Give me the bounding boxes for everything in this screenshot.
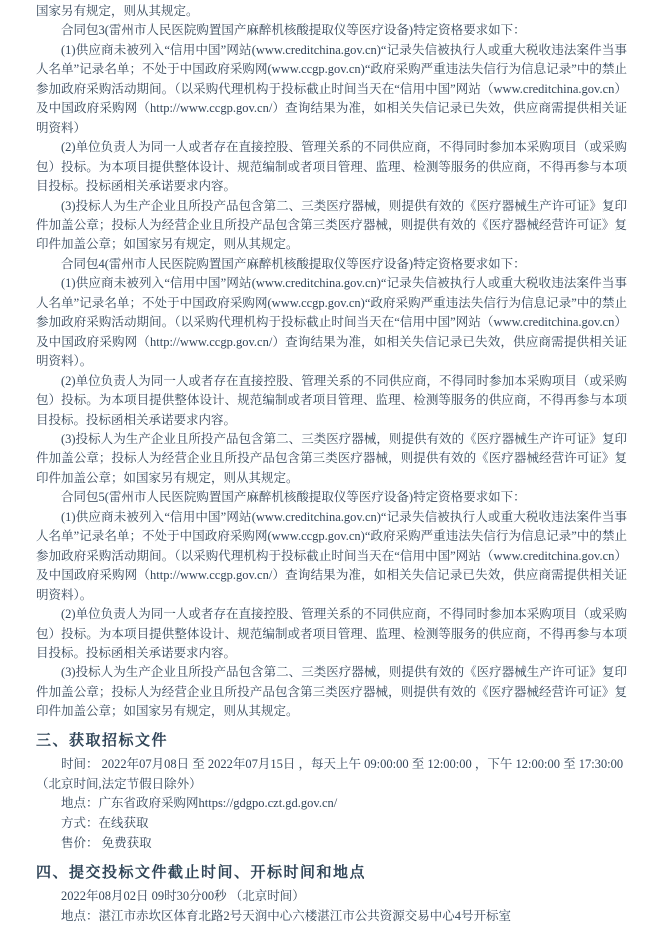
section-line: 2022年08月02日 09时30分00秒 （北京时间） xyxy=(61,888,305,903)
section-line: 地点：湛江市赤坎区体育北路2号天润中心六楼湛江市公共资源交易中心4号开标室 xyxy=(61,908,512,923)
section-line: 方式：在线获取 xyxy=(61,816,149,831)
package-heading: 合同包4(雷州市人民医院购置国产麻醉机核酸提取仪等医疗设备)特定资格要求如下： xyxy=(61,256,526,271)
package-clause: (1)供应商未被列入“信用中国”网站(www.creditchina.gov.cn)“记录失信被执行人或重大税收违法案件当事人名单”记录名单；不处于中国政府采购网(www.ccgp.gov.cn)“政府采购严重违法失信行为信息记录”中的禁止参加政府采购活动期间。（以采购代理机构于投标截止时间当天在“信用中国”网站（www.creditchina.gov.cn）及中国政府采购网（http://www.ccgp.gov.cn/）查询结果为准，如相关失信记录已失效，供应商需提供相关证明资料） xyxy=(36,42,627,135)
package-heading: 合同包5(雷州市人民医院购置国产麻醉机核酸提取仪等医疗设备)特定资格要求如下： xyxy=(61,490,526,505)
sections-container xyxy=(36,730,627,926)
package-clause: (3)投标人为生产企业且所投产品包含第二、三类医疗器械，则提供有效的《医疗器械生产许可证》复印件加盖公章；投标人为经营企业且所投产品包含第三类医疗器械，则提供有效的《医疗器械经营许可证》复印件加盖公章；如国家另有规定，则从其规定。 xyxy=(36,198,627,252)
package-heading: 合同包3(雷州市人民医院购置国产麻醉机核酸提取仪等医疗设备)特定资格要求如下： xyxy=(61,23,526,38)
package-clause: (1)供应商未被列入“信用中国”网站(www.creditchina.gov.cn)“记录失信被执行人或重大税收违法案件当事人名单”记录名单；不处于中国政府采购网(www.ccgp.gov.cn)“政府采购严重违法失信行为信息记录”中的禁止参加政府采购活动期间。（以采购代理机构于投标截止时间当天在“信用中国”网站（www.creditchina.gov.cn）及中国政府采购网（http://www.ccgp.gov.cn/）查询结果为准，如相关失信记录已失效，供应商需提供相关证明资料）。 xyxy=(36,509,627,602)
packages-container xyxy=(36,21,627,721)
contract-package-block xyxy=(36,488,627,721)
section-title: 三、获取招标文件 xyxy=(36,732,169,749)
package-clause: (3)投标人为生产企业且所投产品包含第二、三类医疗器械，则提供有效的《医疗器械生产许可证》复印件加盖公章；投标人为经营企业且所投产品包含第三类医疗器械，则提供有效的《医疗器械经营许可证》复印件加盖公章；如国家另有规定，则从其规定。 xyxy=(36,431,627,485)
section-line: （北京时间,法定节假日除外） xyxy=(36,776,202,791)
package-clause: (2)单位负责人为同一人或者存在直接控股、管理关系的不同供应商，不得同时参加本采购项目（或采购包）投标。为本项目提供整体设计、规范编制或者项目管理、监理、检测等服务的供应商，不得再参与本项目投标。投标函相关承诺要求内容。 xyxy=(36,373,627,427)
contract-package-block xyxy=(36,255,627,488)
package-clause: (3)投标人为生产企业且所投产品包含第二、三类医疗器械，则提供有效的《医疗器械生产许可证》复印件加盖公章；投标人为经营企业且所投产品包含第三类医疗器械，则提供有效的《医疗器械经营许可证》复印件加盖公章；如国家另有规定，则从其规定。 xyxy=(36,665,627,719)
carryover-text: 国家另有规定，则从其规定。 xyxy=(36,4,199,18)
section-line: 时间： 2022年07月08日 至 2022年07月15日 ，每天上午 09:00:00 至 12:00:00 ，下午 12:00:00 至 17:30:00 xyxy=(61,756,624,771)
section-title: 四、提交投标文件截止时间、开标时间和地点 xyxy=(36,864,367,881)
section-line: 售价： 免费获取 xyxy=(61,835,152,850)
package-clause: (1)供应商未被列入“信用中国”网站(www.creditchina.gov.cn)“记录失信被执行人或重大税收违法案件当事人名单”记录名单；不处于中国政府采购网(www.ccgp.gov.cn)“政府采购严重违法失信行为信息记录”中的禁止参加政府采购活动期间。（以采购代理机构于投标截止时间当天在“信用中国”网站（www.creditchina.gov.cn）及中国政府采购网（http://www.ccgp.gov.cn/）查询结果为准，如相关失信记录已失效，供应商需提供相关证明资料）。 xyxy=(36,276,627,369)
section-line: 地点：广东省政府采购网https://gdgpo.czt.gd.gov.cn/ xyxy=(61,796,338,811)
package-clause: (2)单位负责人为同一人或者存在直接控股、管理关系的不同供应商，不得同时参加本采购项目（或采购包）投标。为本项目提供整体设计、规范编制或者项目管理、监理、检测等服务的供应商，不得再参与本项目投标。投标函相关承诺要求内容。 xyxy=(36,140,627,194)
contract-package-block xyxy=(36,21,627,254)
package-clause: (2)单位负责人为同一人或者存在直接控股、管理关系的不同供应商，不得同时参加本采购项目（或采购包）投标。为本项目提供整体设计、规范编制或者项目管理、监理、检测等服务的供应商，不得再参与本项目投标。投标函相关承诺要求内容。 xyxy=(36,607,627,660)
